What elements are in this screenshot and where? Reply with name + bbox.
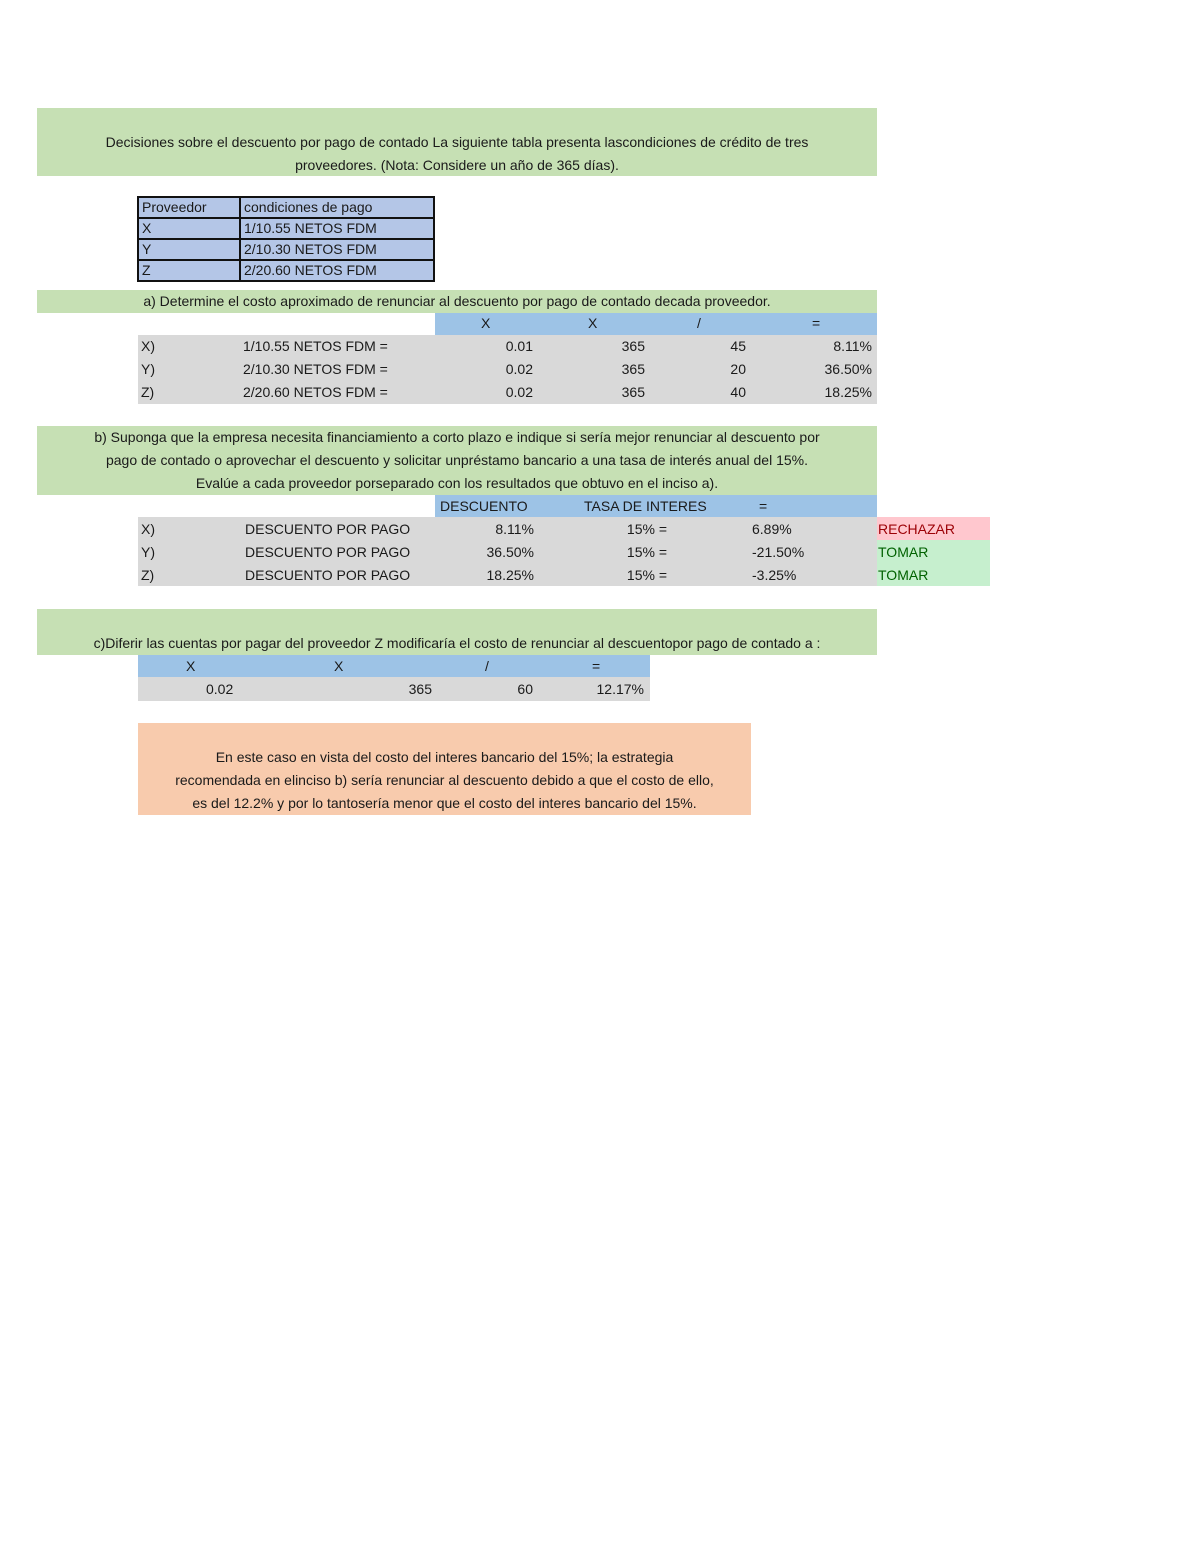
section-b-line-1: b) Suponga que la empresa necesita financiamiento a corto plazo e indique si sería mejor renunciar al descuento por (94, 429, 820, 445)
section-c-header-band (138, 655, 650, 677)
row-result: 36.50% (824, 361, 872, 377)
row-pct: 0.02 (206, 681, 234, 697)
supplier-terms-cell[interactable]: 1/10.55 NETOS FDM (240, 218, 434, 239)
decision-take-label: TOMAR (878, 567, 929, 583)
section-c-header-div: / (485, 658, 489, 674)
row-div: 20 (730, 361, 746, 377)
supplier-name-cell[interactable]: Z (138, 260, 240, 281)
row-days: 365 (408, 681, 432, 697)
section-b-header-descuento: DESCUENTO (440, 498, 528, 514)
row-div: 40 (730, 384, 746, 400)
section-a-header-x2: X (588, 315, 598, 331)
intro-box (37, 108, 877, 176)
row-diff: -3.25% (752, 567, 797, 583)
conclusion-line-2: recomendada en elinciso b) sería renunciar al descuento debido a que el costo de ello, (175, 772, 714, 788)
row-rate: 15% = (626, 521, 667, 537)
section-c-header-eq: = (592, 658, 601, 674)
section-a-header-x1: X (481, 315, 491, 331)
conclusion-box (138, 723, 751, 815)
supplier-table (137, 196, 435, 282)
row-div: 45 (730, 338, 746, 354)
row-desc: DESCUENTO POR PAGO (245, 544, 411, 560)
row-rate: 15% = (626, 544, 667, 560)
table-row (138, 218, 434, 239)
row-diff: 6.89% (752, 521, 792, 537)
row-terms: 2/10.30 NETOS FDM = (243, 361, 388, 377)
row-disc: 18.25% (486, 567, 534, 583)
supplier-terms-cell[interactable]: 2/10.30 NETOS FDM (240, 239, 434, 260)
row-desc: DESCUENTO POR PAGO (245, 567, 411, 583)
section-b-line-2: pago de contado o aprovechar el descuento y solicitar unpréstamo bancario a una tasa de interés anual del 15%. (105, 452, 809, 468)
row-days: 365 (621, 338, 645, 354)
row-pct: 0.02 (505, 361, 533, 377)
row-result: 12.17% (596, 681, 644, 697)
section-a-header-div: / (697, 315, 701, 331)
row-label: Z) (141, 384, 155, 400)
row-label: Z) (141, 567, 155, 583)
row-days: 365 (621, 361, 645, 377)
row-result: 18.25% (824, 384, 872, 400)
section-b-header-eq: = (759, 498, 768, 514)
row-rate: 15% = (626, 567, 667, 583)
table-row (138, 239, 434, 260)
section-c-band (37, 609, 877, 655)
conclusion-line-3: es del 12.2% y por lo tantosería menor que el costo del interes bancario del 15%. (192, 795, 697, 811)
intro-line-1: Decisiones sobre el descuento por pago de contado La siguiente tabla presenta lascondiciones de crédito de tres (105, 134, 809, 150)
intro-line-2: proveedores. (Nota: Considere un año de 365 días). (295, 157, 619, 173)
section-b-line-3: Evalúe a cada proveedor porseparado con los resultados que obtuvo en el inciso a). (195, 475, 719, 491)
header-condiciones[interactable]: condiciones de pago (240, 197, 434, 218)
row-desc: DESCUENTO POR PAGO (245, 521, 411, 537)
supplier-name-cell[interactable]: Y (138, 239, 240, 260)
row-disc: 36.50% (486, 544, 534, 560)
header-proveedor[interactable]: Proveedor (138, 197, 240, 218)
supplier-name-cell[interactable]: X (138, 218, 240, 239)
row-label: X) (141, 521, 155, 537)
row-label: Y) (141, 544, 155, 560)
supplier-terms-cell[interactable]: 2/20.60 NETOS FDM (240, 260, 434, 281)
row-div: 60 (517, 681, 533, 697)
supplier-table-header (138, 197, 434, 218)
row-disc: 8.11% (495, 521, 534, 537)
section-a-title: a) Determine el costo aproximado de renunciar al descuento por pago de contado decada proveedor. (37, 290, 877, 313)
section-c-header-x1: X (186, 658, 196, 674)
row-label: Y) (141, 361, 155, 377)
row-result: 8.11% (833, 338, 872, 354)
section-b-header-tasa: TASA DE INTERES (584, 498, 707, 514)
decision-reject-label: RECHAZAR (878, 521, 956, 537)
section-a-header-band (435, 313, 877, 335)
section-a-header-eq: = (812, 315, 821, 331)
row-diff: -21.50% (752, 544, 805, 560)
row-terms: 2/20.60 NETOS FDM = (243, 384, 388, 400)
row-pct: 0.02 (505, 384, 533, 400)
table-row (138, 260, 434, 281)
section-b-text (37, 426, 877, 495)
row-days: 365 (621, 384, 645, 400)
conclusion-line-1: En este caso en vista del costo del interes bancario del 15%; la estrategia (215, 749, 674, 765)
row-terms: 1/10.55 NETOS FDM = (243, 338, 388, 354)
row-label: X) (141, 338, 155, 354)
row-pct: 0.01 (505, 338, 533, 354)
decision-take-label: TOMAR (878, 544, 929, 560)
section-c-title: c)Diferir las cuentas por pagar del proveedor Z modificaría el costo de renunciar al descuentopor pago de contado a : (93, 635, 821, 651)
section-c-header-x2: X (334, 658, 344, 674)
